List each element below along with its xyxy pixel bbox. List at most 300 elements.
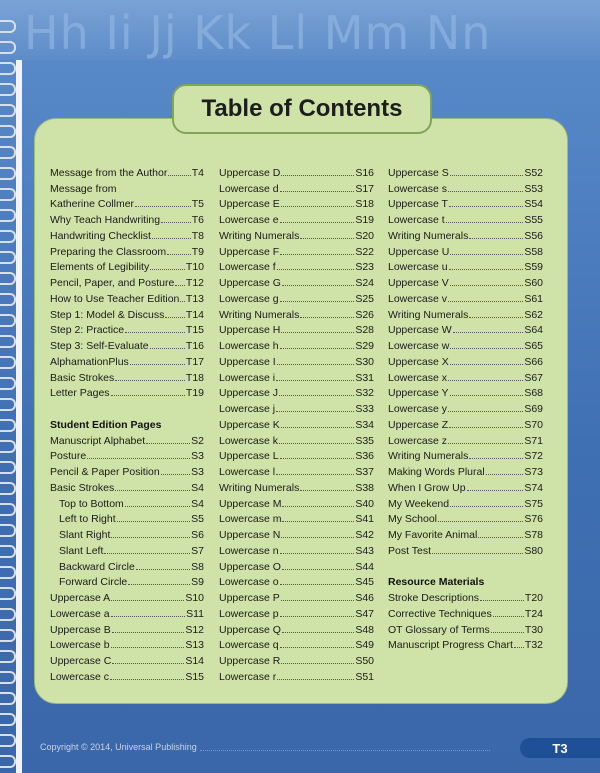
toc-entry-label: Letter Pages (50, 387, 110, 400)
toc-entry (50, 163, 204, 179)
dot-leader (450, 395, 524, 396)
toc-entry-page: S73 (524, 466, 543, 478)
toc-entry (50, 541, 204, 557)
binding-ring (0, 293, 16, 306)
dot-leader (168, 175, 190, 176)
toc-entry-page: S53 (524, 182, 543, 195)
dot-leader (469, 317, 523, 318)
dot-leader (280, 301, 355, 302)
toc-entry-page: S69 (524, 403, 543, 415)
toc-entry (388, 242, 543, 258)
binding-ring (0, 419, 16, 432)
toc-entry (50, 368, 204, 384)
toc-entry (388, 462, 543, 478)
toc-entry (388, 305, 543, 321)
toc-entry-page: S78 (524, 529, 543, 541)
dot-leader (111, 616, 186, 617)
toc-entry-label: Basic Strokes (50, 371, 115, 384)
binding-ring (0, 41, 16, 54)
dot-leader (161, 222, 191, 223)
toc-entry-page: T13 (185, 292, 204, 305)
dot-leader (117, 521, 191, 522)
toc-entry-label: My Weekend (388, 497, 450, 510)
toc-entry-page: S36 (355, 450, 374, 463)
toc-entry-label: Backward Circle (59, 560, 135, 573)
binding-ring (0, 482, 16, 495)
toc-entry (50, 478, 204, 494)
toc-entry (50, 226, 204, 242)
dot-leader (161, 474, 190, 475)
toc-entry-page: S74 (524, 481, 543, 494)
dot-leader (450, 254, 523, 255)
toc-entry-page: S47 (355, 607, 374, 620)
dot-leader (165, 317, 185, 318)
toc-entry-page: S12 (185, 623, 204, 636)
toc-entry (219, 525, 374, 541)
toc-entry-page: S60 (524, 277, 543, 289)
toc-entry-label: When I Grow Up (388, 481, 466, 494)
dot-leader (136, 569, 190, 570)
dot-leader (112, 663, 184, 664)
toc-entry (388, 273, 543, 289)
dot-leader (115, 380, 185, 381)
dot-leader (281, 332, 354, 333)
toc-entry (50, 210, 204, 226)
toc-entry-page: T18 (185, 371, 204, 384)
binding-ring (0, 314, 16, 327)
binding-ring (0, 251, 16, 264)
toc-entry-label: Uppercase D (219, 166, 281, 179)
binding-ring (0, 167, 16, 180)
dot-leader (146, 443, 190, 444)
toc-entry-page: S17 (355, 182, 374, 195)
footer-rule (200, 750, 490, 751)
dot-leader (112, 632, 185, 633)
dot-leader (280, 222, 355, 223)
toc-entry-label: Uppercase H (219, 324, 281, 337)
toc-entry-label: How to Use Teacher Edition (50, 292, 180, 305)
binding-ring (0, 146, 16, 159)
dot-leader (493, 616, 524, 617)
toc-entry-label: Uppercase R (219, 655, 281, 667)
toc-entry-page: S80 (524, 544, 543, 557)
toc-entry-label: OT Glossary of Terms (388, 623, 490, 636)
toc-entry-label: Lowercase b (50, 639, 110, 652)
toc-entry (50, 604, 204, 620)
binding-ring (0, 356, 16, 369)
toc-entry (50, 447, 204, 463)
dot-leader (125, 332, 185, 333)
toc-entry (388, 321, 543, 337)
dot-leader (110, 679, 184, 680)
dot-leader (449, 427, 523, 428)
toc-entry (219, 226, 374, 242)
toc-entry-page: T6 (191, 214, 204, 226)
copyright-text: Copyright © 2014, Universal Publishing (40, 742, 197, 752)
toc-entry (388, 163, 543, 179)
dot-leader (280, 647, 355, 648)
dot-leader (281, 206, 355, 207)
toc-entry-label: Message from the Author (50, 166, 168, 179)
toc-entry-page: S5 (191, 513, 204, 526)
binding-ring (0, 671, 16, 684)
toc-entry-label: Pencil & Paper Position (50, 466, 160, 478)
toc-entry-page: S14 (185, 655, 204, 667)
binding-ring (0, 713, 16, 726)
section-heading: Resource Materials (388, 576, 485, 589)
toc-entry-label: Uppercase F (219, 245, 280, 258)
toc-entry-page: S65 (524, 340, 543, 352)
toc-entry-label: AlphamationPlus (50, 355, 129, 368)
toc-entry-label: Lowercase n (219, 544, 279, 557)
dot-leader (449, 206, 523, 207)
toc-entry (388, 636, 543, 652)
toc-entry-label: Uppercase Z (388, 418, 449, 431)
binding-ring (0, 692, 16, 705)
toc-entry-page: T15 (185, 324, 204, 337)
dot-leader (279, 395, 354, 396)
toc-entry-page: S59 (524, 261, 543, 274)
toc-entry (50, 462, 204, 478)
toc-entry-label: Uppercase O (219, 560, 281, 573)
dot-leader (130, 364, 185, 365)
toc-entry-label: Slant Right (59, 529, 111, 541)
toc-entry-label: Uppercase K (219, 418, 280, 431)
toc-entry-page: S75 (524, 497, 543, 510)
toc-entry-page: S29 (355, 340, 374, 352)
binding-ring (0, 629, 16, 642)
toc-entry-page: T4 (191, 166, 204, 179)
toc-entry (219, 352, 374, 368)
toc-entry-label: Uppercase Q (219, 623, 281, 636)
toc-entry-page: S3 (191, 450, 204, 463)
toc-entry-label: Uppercase L (219, 450, 279, 463)
dot-leader (111, 395, 185, 396)
toc-entry-label: Writing Numerals (219, 229, 300, 242)
toc-entry-page: S62 (524, 308, 543, 321)
toc-entry-page: S32 (355, 387, 374, 400)
dot-leader (281, 600, 355, 601)
toc-entry-label: Writing Numerals (219, 308, 300, 321)
spiral-binding (0, 0, 16, 773)
dot-leader (281, 537, 354, 538)
dot-leader (280, 553, 355, 554)
toc-entry-page: S72 (524, 450, 543, 463)
toc-entry-label: Step 1: Model & Discuss (50, 308, 165, 321)
toc-entry-page: S37 (355, 466, 374, 478)
dot-leader (280, 348, 355, 349)
toc-entry-page: S61 (524, 292, 543, 305)
toc-entry-page: S4 (191, 497, 204, 510)
toc-entry-label: Basic Strokes (50, 481, 115, 494)
toc-entry-page: S16 (355, 166, 374, 179)
dot-leader (282, 285, 354, 286)
toc-entry-label: Uppercase I (219, 355, 276, 368)
dot-leader (448, 411, 523, 412)
toc-entry-page: T9 (191, 245, 204, 258)
toc-entry (50, 258, 204, 274)
dot-leader (167, 254, 191, 255)
binding-ring (0, 62, 16, 75)
dot-leader (128, 584, 190, 585)
toc-entry (219, 573, 374, 589)
toc-entry-page: S13 (185, 639, 204, 652)
toc-entry-label: Lowercase o (219, 576, 279, 589)
dot-leader (448, 191, 523, 192)
binding-ring (0, 440, 16, 453)
toc-entry (219, 163, 374, 179)
toc-entry-page: S2 (191, 434, 204, 447)
toc-entry (388, 384, 543, 400)
toc-entry-page: S41 (355, 513, 374, 526)
binding-ring (0, 734, 16, 747)
dot-leader (87, 458, 190, 459)
toc-entry-page: T24 (524, 607, 543, 620)
toc-entry-page: S15 (185, 670, 204, 683)
toc-entry (219, 431, 374, 447)
toc-entry-label: Lowercase l (219, 466, 276, 478)
toc-entry-page: S46 (355, 592, 374, 604)
toc-entry (219, 604, 374, 620)
dot-leader (125, 506, 190, 507)
dot-leader (277, 269, 355, 270)
toc-entry (50, 620, 204, 636)
toc-entry (388, 289, 543, 305)
toc-entry (219, 494, 374, 510)
section-spacer (50, 399, 204, 415)
toc-entry-page: S25 (355, 292, 374, 305)
toc-entry (388, 525, 543, 541)
toc-entry (50, 273, 204, 289)
toc-entry-page: S18 (355, 198, 374, 211)
section-heading: Student Edition Pages (50, 418, 162, 431)
dot-leader (480, 600, 524, 601)
toc-entry-page: T12 (185, 277, 204, 289)
toc-entry-label: Slant Left (59, 544, 104, 557)
toc-entry (50, 321, 204, 337)
letter-band (0, 0, 600, 60)
toc-entry-page: T5 (191, 198, 204, 211)
toc-entry-label: Manuscript Progress Chart (388, 639, 513, 652)
toc-entry-page: S31 (355, 371, 374, 384)
toc-entry-label: Uppercase E (219, 198, 280, 211)
dot-leader (150, 269, 185, 270)
toc-entry (219, 415, 374, 431)
toc-entry-label: Lowercase k (219, 434, 278, 447)
toc-entry-label: Uppercase B (50, 623, 111, 636)
dot-leader (282, 569, 354, 570)
toc-entry-page: S43 (355, 544, 374, 557)
toc-entry (219, 620, 374, 636)
dot-leader (111, 600, 184, 601)
toc-entry (219, 273, 374, 289)
binding-ring (0, 272, 16, 285)
toc-entry (388, 588, 543, 604)
toc-entry (388, 336, 543, 352)
dot-leader (432, 553, 523, 554)
dot-leader (276, 411, 354, 412)
toc-entry (388, 541, 543, 557)
dot-leader (279, 443, 354, 444)
toc-entry (50, 242, 204, 258)
toc-entry-page: S38 (355, 481, 374, 494)
dot-leader (450, 506, 523, 507)
dot-leader (448, 380, 523, 381)
toc-entry-page: S19 (355, 214, 374, 226)
toc-entry-page: T19 (185, 387, 204, 400)
toc-entry-page: S55 (524, 214, 543, 226)
toc-entry-label: Lowercase d (219, 182, 279, 195)
toc-entry (50, 636, 204, 652)
toc-entry (219, 510, 374, 526)
toc-entry-page: S68 (524, 387, 543, 400)
toc-entry-label: Uppercase P (219, 592, 280, 604)
toc-entry (388, 415, 543, 431)
toc-entry (388, 510, 543, 526)
dot-leader (180, 301, 185, 302)
dot-leader (280, 584, 355, 585)
dot-leader (469, 458, 523, 459)
toc-entry (388, 179, 543, 195)
toc-entry (50, 651, 204, 667)
dot-leader (152, 238, 191, 239)
binding-ring (0, 650, 16, 663)
toc-entry-label: Lowercase a (50, 607, 110, 620)
toc-entry-page: S34 (355, 418, 374, 431)
dot-leader (281, 427, 355, 428)
dot-leader (282, 506, 354, 507)
toc-entry (219, 667, 374, 683)
toc-entry-label: Message from (50, 182, 117, 195)
toc-entry-page: S11 (186, 607, 204, 620)
toc-entry-page: S67 (524, 371, 543, 384)
toc-entry-page: S54 (524, 198, 543, 211)
binding-ring (0, 83, 16, 96)
toc-entry-label: Lowercase u (388, 261, 448, 274)
toc-entry (50, 384, 204, 400)
toc-entry (388, 226, 543, 242)
toc-entry-page: S35 (355, 434, 374, 447)
toc-entry-label: Uppercase C (50, 655, 112, 667)
dot-leader (280, 191, 355, 192)
toc-entry-label: Handwriting Checklist (50, 229, 151, 242)
dot-leader (486, 474, 524, 475)
toc-entry (219, 557, 374, 573)
toc-entry-label: Step 3: Self-Evaluate (50, 340, 149, 352)
binding-ring (0, 503, 16, 516)
page-number-tab: T3 (520, 738, 600, 758)
toc-entry-label: Step 2: Practice (50, 324, 125, 337)
binding-ring (0, 398, 16, 411)
contents-column-2 (219, 163, 374, 683)
toc-entry-label: Lowercase q (219, 639, 279, 652)
toc-entry (388, 447, 543, 463)
dot-leader (282, 632, 354, 633)
toc-entry-label: My School (388, 513, 438, 526)
toc-entry (219, 179, 374, 195)
toc-entry-label: Lowercase g (219, 292, 279, 305)
toc-entry-page: S49 (355, 639, 374, 652)
toc-entry-page: S70 (524, 418, 543, 431)
binding-ring (0, 104, 16, 117)
dot-leader (281, 663, 354, 664)
toc-entry (219, 588, 374, 604)
toc-entry-page: T16 (185, 340, 204, 352)
toc-entry-label: Uppercase S (388, 166, 449, 179)
binding-ring (0, 461, 16, 474)
dot-leader (446, 222, 524, 223)
toc-entry (219, 289, 374, 305)
toc-entry (219, 242, 374, 258)
toc-entry (50, 573, 204, 589)
toc-entry-label: Forward Circle (59, 576, 128, 589)
toc-entry-label: Uppercase Y (388, 387, 449, 400)
binding-ring (0, 566, 16, 579)
toc-entry-page: S10 (185, 592, 204, 604)
toc-entry-label: Making Words Plural (388, 466, 485, 478)
toc-entry (50, 588, 204, 604)
toc-entry-label: Lowercase i (219, 371, 276, 384)
binding-ring (0, 20, 16, 33)
toc-entry (388, 210, 543, 226)
dot-leader (491, 632, 524, 633)
dot-leader (276, 380, 354, 381)
toc-entry-page: S40 (355, 497, 374, 510)
toc-entry-page: S28 (355, 324, 374, 337)
toc-entry-page: T10 (185, 261, 204, 274)
toc-entry-page: S76 (524, 513, 543, 526)
toc-entry-page: S23 (355, 261, 374, 274)
toc-entry (388, 494, 543, 510)
toc-entry-page: S33 (355, 403, 374, 415)
toc-entry-label: Lowercase t (388, 214, 445, 226)
toc-entry (50, 431, 204, 447)
toc-entry-label: Left to Right (59, 513, 116, 526)
toc-entry-label: Uppercase U (388, 245, 450, 258)
toc-entry (50, 557, 204, 573)
toc-entry-label: Lowercase z (388, 434, 447, 447)
toc-entry-label: Lowercase c (50, 670, 109, 683)
dot-leader (450, 364, 524, 365)
alphabet-letters: Hh Ii Jj Kk Ll Mm Nn (24, 6, 492, 60)
toc-entry-label: Lowercase m (219, 513, 282, 526)
contents-column-3 (388, 163, 543, 651)
toc-entry (388, 195, 543, 211)
toc-entry-label: Manuscript Alphabet (50, 434, 146, 447)
toc-entry (50, 510, 204, 526)
toc-entry-page: S3 (191, 466, 204, 478)
toc-entry (388, 604, 543, 620)
dot-leader (300, 490, 354, 491)
toc-entry (388, 399, 543, 415)
dot-leader (280, 458, 355, 459)
binding-ring (0, 188, 16, 201)
binding-ring (0, 755, 16, 768)
toc-entry-label: Uppercase J (219, 387, 278, 400)
toc-entry-page: S4 (191, 481, 204, 494)
toc-entry-label: Lowercase j (219, 403, 276, 415)
toc-entry-page: S45 (355, 576, 374, 589)
toc-entry (388, 478, 543, 494)
toc-entry-label: Lowercase x (388, 371, 447, 384)
toc-entry-label: Uppercase M (219, 497, 282, 510)
contents-column-1 (50, 163, 204, 683)
toc-entry-label: Stroke Descriptions (388, 592, 480, 604)
toc-entry-label: Posture (50, 450, 87, 463)
toc-entry (219, 321, 374, 337)
toc-entry-page: S8 (191, 560, 204, 573)
toc-entry-label: Lowercase r (219, 670, 277, 683)
